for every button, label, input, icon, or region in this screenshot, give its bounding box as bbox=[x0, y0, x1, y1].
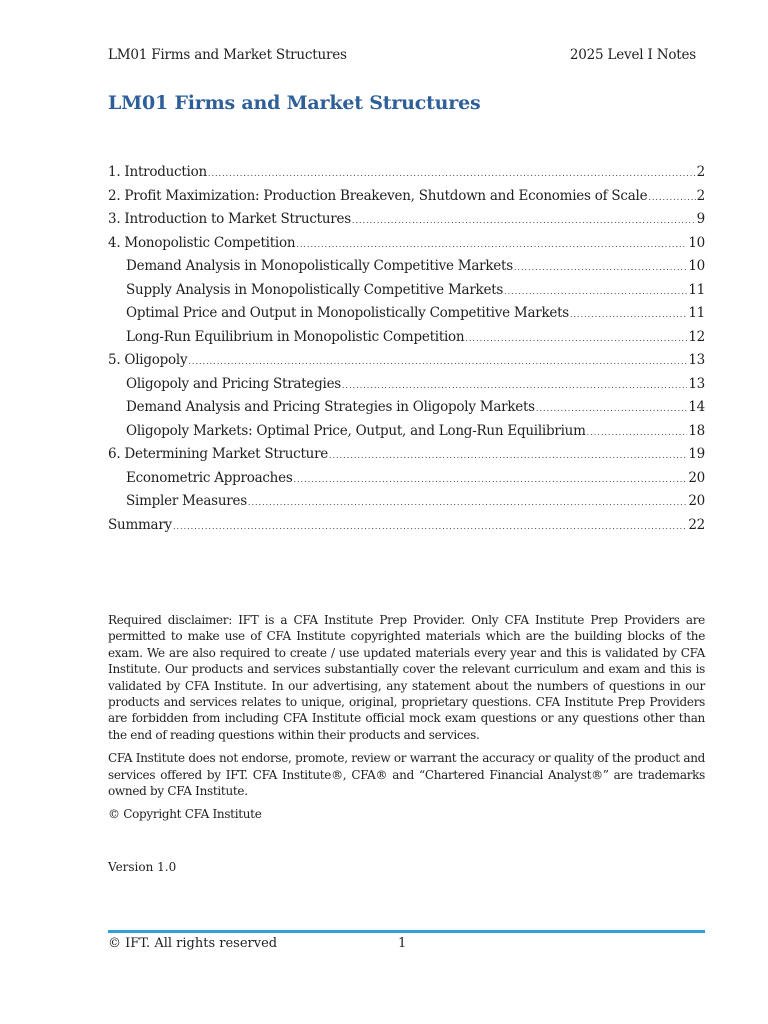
toc-entry[interactable] bbox=[108, 399, 705, 423]
toc-entry[interactable] bbox=[108, 446, 705, 470]
toc-entry-page: 11 bbox=[688, 281, 705, 298]
header-left: LM01 Firms and Market Structures bbox=[108, 47, 347, 63]
page-title: LM01 Firms and Market Structures bbox=[108, 92, 481, 114]
toc-entry-page: 10 bbox=[688, 258, 705, 274]
toc-entry[interactable] bbox=[108, 282, 705, 306]
toc-entry-title: 5. Oligopoly bbox=[108, 352, 188, 368]
toc-entry[interactable] bbox=[108, 423, 705, 447]
toc-entry[interactable] bbox=[108, 305, 705, 329]
toc-entry[interactable] bbox=[108, 329, 705, 353]
toc-entry-title: 2. Profit Maximization: Production Breakeven, Shutdown and Economies of Scale bbox=[108, 187, 648, 204]
version-label: Version 1.0 bbox=[108, 860, 177, 874]
toc-entry-page: 10 bbox=[688, 234, 705, 251]
copyright-notice: © Copyright CFA Institute bbox=[108, 807, 262, 822]
toc-entry-page: 13 bbox=[688, 352, 705, 368]
toc-entry-page: 11 bbox=[688, 305, 705, 321]
toc-entry[interactable] bbox=[108, 470, 705, 494]
toc-entry-title: Simpler Measures bbox=[126, 493, 247, 509]
toc-entry[interactable] bbox=[108, 376, 705, 400]
toc-entry-title: Demand Analysis in Monopolistically Competitive Markets bbox=[126, 258, 513, 274]
toc-leader-dots bbox=[648, 193, 695, 202]
toc-entry-title: Demand Analysis and Pricing Strategies in Oligopoly Markets bbox=[126, 399, 535, 415]
toc-entry-title: 6. Determining Market Structure bbox=[108, 446, 329, 462]
toc-entry-page: 19 bbox=[688, 446, 705, 462]
toc-entry-page: 18 bbox=[688, 422, 705, 439]
toc-entry[interactable] bbox=[108, 164, 705, 188]
toc-entry-title: Long-Run Equilibrium in Monopolistic Competition bbox=[126, 328, 465, 345]
toc-entry[interactable] bbox=[108, 188, 705, 212]
toc-entry-page: 20 bbox=[688, 469, 705, 486]
toc-entry-page: 20 bbox=[688, 493, 705, 509]
header-right: 2025 Level I Notes bbox=[569, 47, 696, 63]
toc-entry-title: Econometric Approaches bbox=[126, 469, 293, 486]
toc-entry-page: 13 bbox=[688, 375, 705, 392]
toc-entry[interactable] bbox=[108, 235, 705, 259]
toc-leader-dots bbox=[329, 451, 687, 460]
toc-entry[interactable] bbox=[108, 211, 705, 235]
disclaimer-paragraph-2: CFA Institute does not endorse, promote, review or warrant the accuracy or quality of the product and services offered by IFT. CFA Institute®, CFA® and “Chartered Financial Analyst®” are trademarks owned by CFA Institute. bbox=[108, 751, 705, 799]
toc-leader-dots bbox=[514, 263, 687, 272]
toc-leader-dots bbox=[248, 498, 687, 507]
toc-entry-title: 1. Introduction bbox=[108, 164, 207, 180]
toc-leader-dots bbox=[342, 381, 687, 390]
toc-entry-page: 14 bbox=[688, 399, 705, 415]
footer-rule bbox=[108, 930, 705, 933]
toc-entry-page: 22 bbox=[688, 516, 705, 533]
toc-entry-title: Optimal Price and Output in Monopolistically Competitive Markets bbox=[126, 305, 569, 321]
toc-leader-dots bbox=[173, 522, 687, 531]
toc-leader-dots bbox=[570, 310, 687, 319]
toc-entry-page: 12 bbox=[688, 328, 705, 345]
toc-leader-dots bbox=[536, 404, 687, 413]
toc-leader-dots bbox=[294, 475, 688, 484]
toc-entry-page: 9 bbox=[696, 211, 705, 227]
toc-entry-page: 2 bbox=[696, 164, 705, 180]
toc-entry[interactable] bbox=[108, 493, 705, 517]
disclaimer-paragraph-1: Required disclaimer: IFT is a CFA Institute Prep Provider. Only CFA Institute Prep Providers are permitted to make use of CFA Institute copyrighted materials which are the building blocks of the exam. We are also required to create / use updated materials every year and this is validated by CFA Institute. Our products and services substantially cover the relevant curriculum and exam and this is validated by CFA Institute. In our advertising, any statement about the numbers of questions in our products and services relates to unique, original, proprietary questions. CFA Institute Prep Providers are forbidden from including CFA Institute official mock exam questions or any questions other than the end of reading questions within their products and services. bbox=[108, 613, 705, 742]
toc-entry-page: 2 bbox=[696, 187, 705, 204]
toc-leader-dots bbox=[296, 240, 687, 249]
toc-entry-title: Supply Analysis in Monopolistically Competitive Markets bbox=[126, 281, 504, 298]
toc-leader-dots bbox=[465, 334, 687, 343]
toc-entry-title: Oligopoly and Pricing Strategies bbox=[126, 375, 341, 392]
toc-leader-dots bbox=[188, 357, 687, 366]
toc-entry[interactable] bbox=[108, 258, 705, 282]
toc-entry-title: Summary bbox=[108, 516, 172, 533]
toc-leader-dots bbox=[587, 428, 688, 437]
toc-entry[interactable] bbox=[108, 517, 705, 541]
table-of-contents bbox=[108, 164, 705, 540]
footer-rights: © IFT. All rights reserved bbox=[108, 936, 278, 951]
toc-leader-dots bbox=[352, 216, 696, 225]
toc-entry[interactable] bbox=[108, 352, 705, 376]
toc-entry-title: 3. Introduction to Market Structures bbox=[108, 211, 351, 227]
toc-leader-dots bbox=[504, 287, 687, 296]
footer-page-number: 1 bbox=[398, 936, 407, 951]
toc-entry-title: 4. Monopolistic Competition bbox=[108, 234, 296, 251]
disclaimer bbox=[108, 612, 705, 830]
toc-leader-dots bbox=[208, 169, 696, 178]
toc-entry-title: Oligopoly Markets: Optimal Price, Output, and Long-Run Equilibrium bbox=[126, 422, 586, 439]
